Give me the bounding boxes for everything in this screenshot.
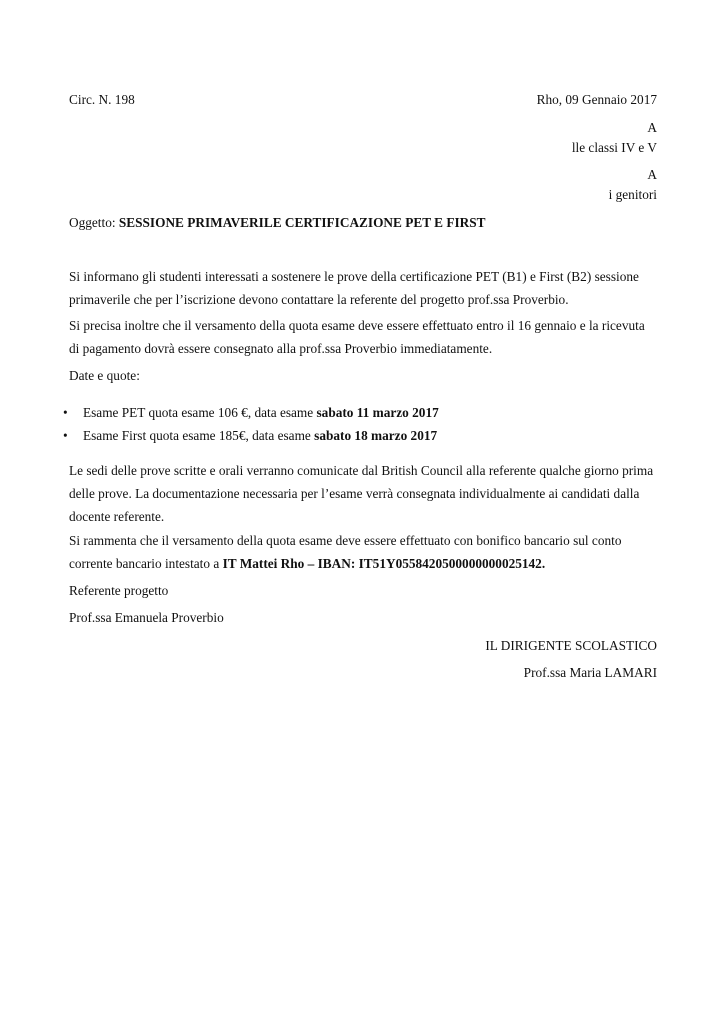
paragraph-4: Le sedi delle prove scritte e orali verranno comunicate dal British Council alla referente qualche giorno prima delle prove. La documentazione necessaria per l’esame verrà consegnata individualmente ai candidati dalla docente referente.: [69, 463, 654, 524]
recipient-prefix: A: [647, 167, 657, 182]
bullet-icon: •: [63, 428, 68, 443]
referente-label: Referente progetto: [69, 583, 169, 598]
list-item: [63, 401, 657, 424]
payment-text: Si rammenta che il versamento della quota esame deve essere effettuato con bonifico bancario sul conto corrente bancario intestato a: [69, 533, 622, 571]
exam-list: [63, 401, 657, 447]
list-item: [63, 424, 657, 447]
recipient-name: i genitori: [608, 187, 657, 202]
document-page: [63, 0, 657, 1024]
referente-name: Prof.ssa Emanuela Proverbio: [69, 610, 224, 625]
exam-pet-text: Esame PET quota esame 106 €, data esame: [83, 405, 317, 420]
subject-line: [69, 215, 657, 231]
subject-text: SESSIONE PRIMAVERILE CERTIFICAZIONE PET E FIRST: [118, 215, 486, 230]
dates-label: Date e quote:: [69, 368, 140, 383]
subject-label: Oggetto:: [69, 215, 116, 230]
exam-first-date: sabato 18 marzo 2017: [314, 428, 438, 443]
iban-text: IT Mattei Rho – IBAN: IT51Y0558420500000000025142.: [222, 556, 546, 571]
header-row: [69, 92, 657, 108]
exam-first-text: Esame First quota esame 185€, data esame: [83, 428, 315, 443]
exam-pet-date: sabato 11 marzo 2017: [316, 405, 439, 420]
paragraph-1: Si informano gli studenti interessati a sostenere le prove della certificazione PET (B1) e First (B2) sessione primaverile che per l’iscrizione devono contattare la referente del progetto prof.ssa Proverbio.: [69, 269, 639, 307]
recipient-prefix: A: [647, 120, 657, 135]
bullet-icon: •: [63, 405, 68, 420]
signature-name: Prof.ssa Maria LAMARI: [523, 665, 657, 680]
circular-number: Circ. N. 198: [69, 92, 135, 107]
recipient-name: lle classi IV e V: [571, 140, 657, 155]
paragraph-2: Si precisa inoltre che il versamento della quota esame deve essere effettuato entro il 16 gennaio e la ricevuta di pagamento dovrà essere consegnato alla prof.ssa Proverbio immediatamente.: [69, 318, 645, 356]
place-date: Rho, 09 Gennaio 2017: [536, 92, 657, 107]
paragraph-5: [69, 529, 657, 575]
signature-title: IL DIRIGENTE SCOLASTICO: [485, 638, 657, 653]
